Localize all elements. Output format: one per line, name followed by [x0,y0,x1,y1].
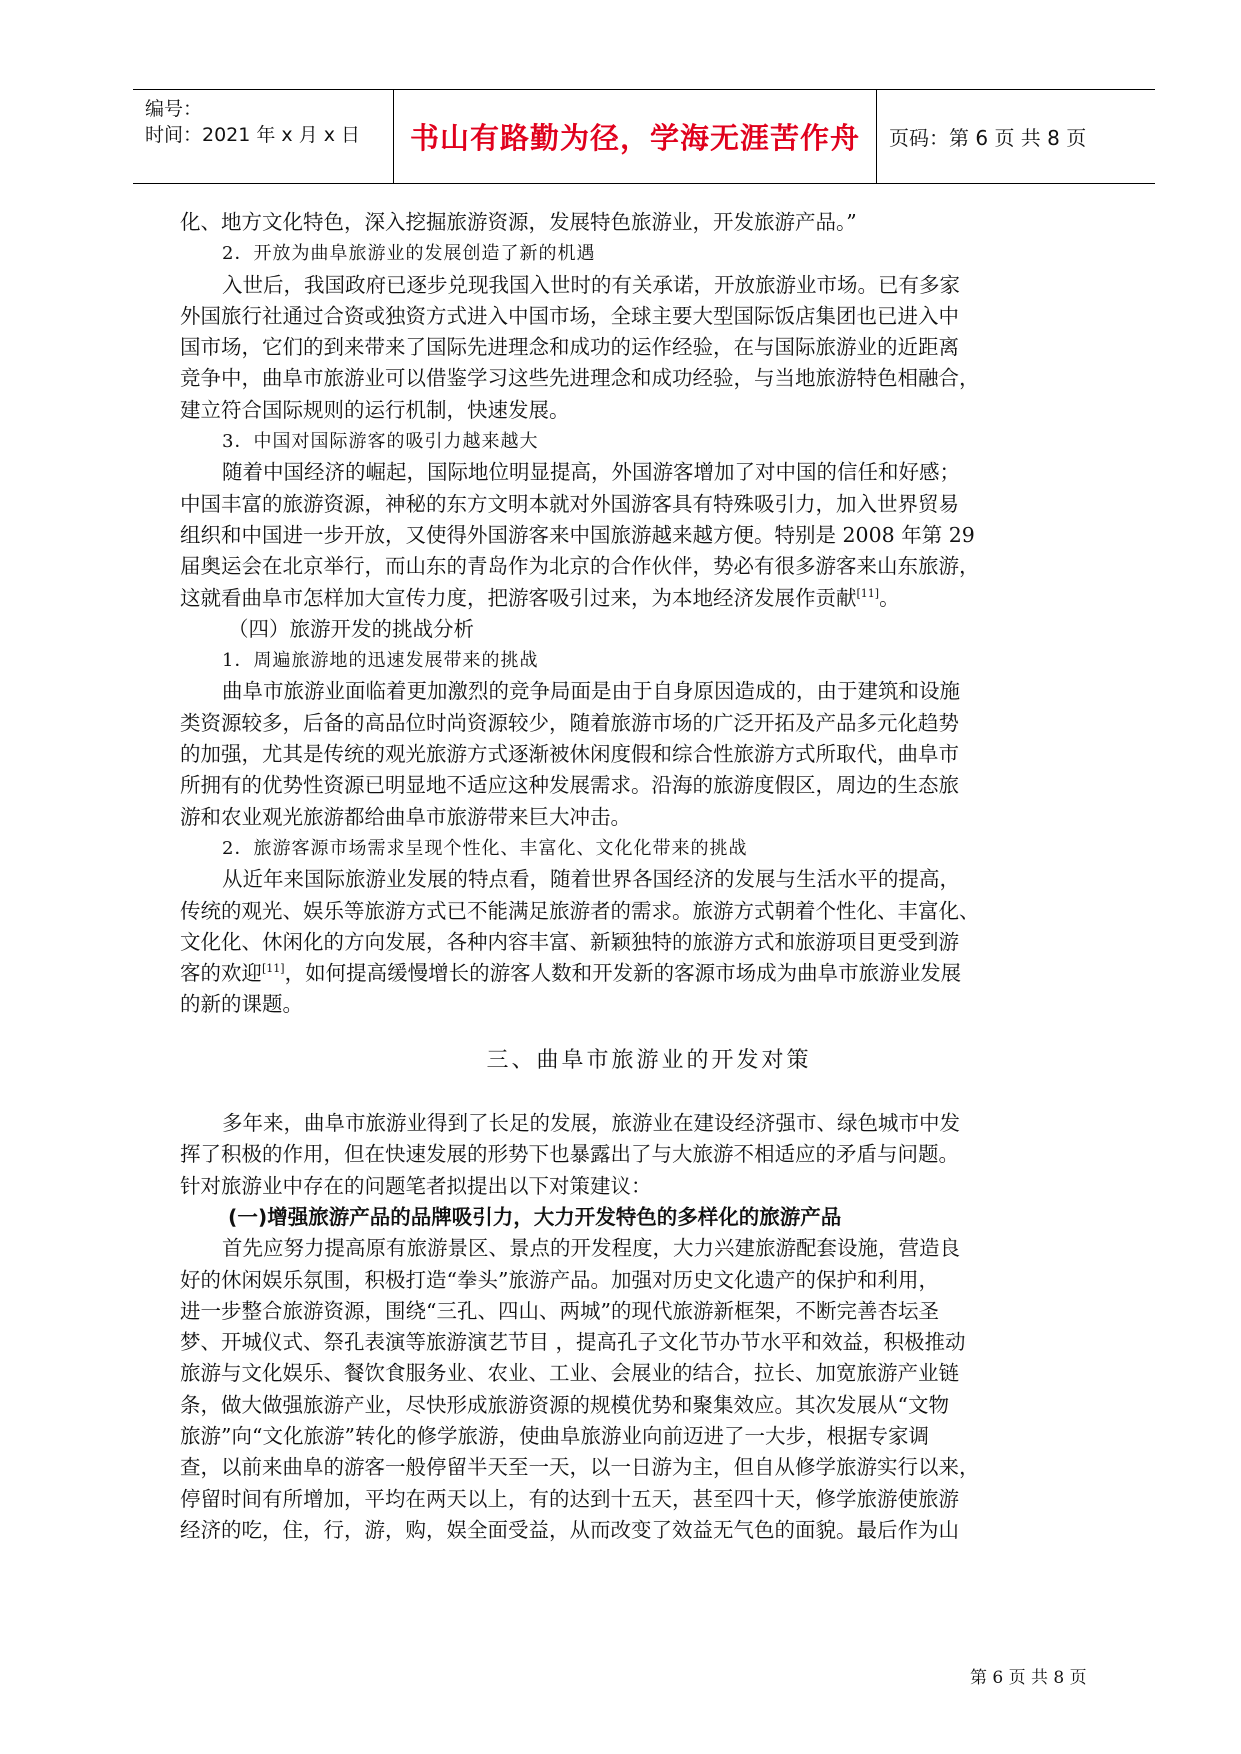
text-line [180,583,1118,614]
subheading: 1．周遍旅游地的迅速发展带来的挑战 [222,650,539,672]
text-line: 届奥运会在北京举行，而山东的青岛作为北京的合作伙伴，势必有很多游客来山东旅游， [180,554,980,579]
text-line: 旅游与文化娱乐、餐饮食服务业、农业、工业、会展业的结合，拉长、加宽旅游产业链 [180,1361,959,1386]
header-meta-cell [133,90,394,183]
subheading: 2．旅游客源市场需求呈现个性化、丰富化、文化化带来的挑战 [222,837,748,859]
header-page-cell [877,90,1155,183]
document-body [180,207,1118,1546]
text-line: 组织和中国进一步开放，又使得外国游客来中国旅游越来越方便。特别是 2008 年第 29 [180,522,975,547]
text-line: 的新的课题。 [180,992,303,1017]
subheading: 2．开放为曲阜旅游业的发展创造了新的机遇 [222,243,596,265]
text-line: 的加强，尤其是传统的观光旅游方式逐渐被休闲度假和综合性旅游方式所取代，曲阜市 [180,742,959,767]
text-line: 梦、开城仪式、祭孔表演等旅游演艺节目 ，提高孔子文化节办节水平和效益，积极推动 [180,1330,966,1355]
chapter-title: 三、曲阜市旅游业的开发对策 [486,1047,812,1073]
text-line: 多年来，曲阜市旅游业得到了长足的发展，旅游业在建设经济强市、绿色城市中发 [222,1111,960,1136]
text-line: 竞争中，曲阜市旅游业可以借鉴学习这些先进理念和成功经验，与当地旅游特色相融合， [180,366,980,391]
text-line: 中国丰富的旅游资源，神秘的东方文明本就对外国游客具有特殊吸引力，加入世界贸易 [180,491,959,516]
text-line: 从近年来国际旅游业发展的特点看，随着世界各国经济的发展与生活水平的提高， [222,867,960,892]
text-line: 旅游”向“文化旅游”转化的修学旅游，使曲阜旅游业向前迈进了一大步，根据专家调 [180,1423,929,1448]
citation-ref: [11] [262,962,285,976]
text-line: 条，做大做强旅游产业，尽快形成旅游资源的规模优势和聚集效应。其次发展从“文物 [180,1392,949,1417]
section-heading: （四）旅游开发的挑战分析 [228,616,474,641]
text-line: 国市场，它们的到来带来了国际先进理念和成功的运作经验，在与国际旅游业的近距离 [180,335,959,360]
text-line: 针对旅游业中存在的问题笔者拟提出以下对策建议： [180,1173,652,1198]
header-motto: 书山有路勤为径，学海无涯苦作舟 [409,121,860,155]
text-span: 。 [879,585,900,610]
header-page-number: 页码：第 6 页 共 8 页 [889,126,1087,150]
text-line: 化、地方文化特色，深入挖掘旅游资源，发展特色旅游业，开发旅游产品。” [180,210,857,234]
text-span: 客的欢迎 [180,961,262,986]
page-footer: 第 6 页 共 8 页 [970,1668,1087,1688]
text-span: 这就看曲阜市怎样加大宣传力度，把游客吸引过来，为本地经济发展作贡献 [180,585,857,610]
page-header [133,89,1155,184]
text-line: 停留时间有所增加，平均在两天以上，有的达到十五天，甚至四十天，修学旅游使旅游 [180,1486,959,1511]
text-line: 所拥有的优势性资源已明显地不适应这种发展需求。沿海的旅游度假区，周边的生态旅 [180,773,959,798]
header-motto-cell [394,90,877,183]
text-line: 查，以前来曲阜的游客一般停留半天至一天，以一日游为主，但自从修学旅游实行以来， [180,1455,980,1480]
document-number-label: 编号： [145,98,203,120]
citation-ref: [11] [856,586,880,600]
text-line: 传统的观光、娱乐等旅游方式已不能满足旅游者的需求。旅游方式朝着个性化、丰富化、 [180,898,980,923]
text-line: 外国旅行社通过合资或独资方式进入中国市场，全球主要大型国际饭店集团也已进入中 [180,303,959,328]
section-heading: (一)增强旅游产品的品牌吸引力，大力开发特色的多样化的旅游产品 [228,1204,842,1229]
text-line: 首先应努力提高原有旅游景区、景点的开发程度，大力兴建旅游配套设施，营造良 [222,1236,960,1261]
text-line: 文化化、休闲化的方向发展，各种内容丰富、新颖独特的旅游方式和旅游项目更受到游 [180,929,959,954]
text-line: 游和农业观光旅游都给曲阜市旅游带来巨大冲击。 [180,804,631,829]
text-line: 挥了积极的作用，但在快速发展的形势下也暴露出了与大旅游不相适应的矛盾与问题。 [180,1142,959,1167]
subheading: 3．中国对国际游客的吸引力越来越大 [222,431,539,453]
text-line: 随着中国经济的崛起，国际地位明显提高，外国游客增加了对中国的信任和好感； [222,460,960,485]
text-line: 好的休闲娱乐氛围，积极打造“拳头”旅游产品。加强对历史文化遗产的保护和利用， [180,1267,939,1292]
text-span: ，如何提高缓慢增长的游客人数和开发新的客源市场成为曲阜市旅游业发展 [284,961,962,986]
text-line: 曲阜市旅游业面临着更加激烈的竞争局面是由于自身原因造成的，由于建筑和设施 [222,679,960,704]
text-line: 类资源较多，后备的高品位时尚资源较少，随着旅游市场的广泛开拓及产品多元化趋势 [180,710,959,735]
text-line: 进一步整合旅游资源，围绕“三孔、四山、两城”的现代旅游新框架，不断完善杏坛圣 [180,1298,939,1323]
document-time-label: 时间：2021 年 x 月 x 日 [145,124,361,146]
text-line: 入世后，我国政府已逐步兑现我国入世时的有关承诺，开放旅游业市场。已有多家 [222,272,960,297]
text-line [180,958,1118,989]
text-line: 经济的吃，住，行，游，购，娱全面受益，从而改变了效益无气色的面貌。最后作为山 [180,1517,959,1542]
text-line: 建立符合国际规则的运行机制，快速发展。 [180,397,570,422]
